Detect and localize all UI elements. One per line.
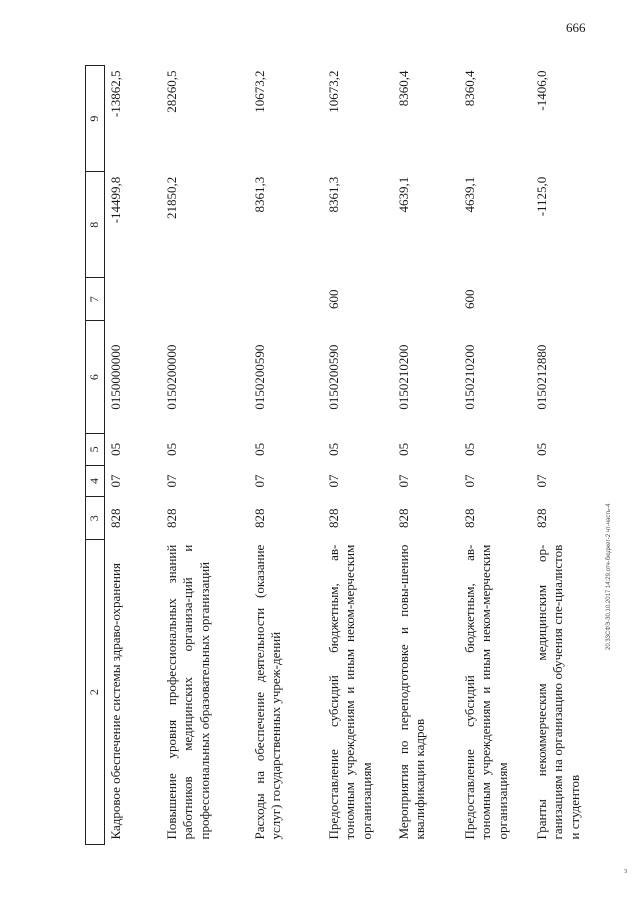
row-name: Повышение уровня профессиональных знаний работников медицинских организа-ций и профессиональных образовательных организаций	[163, 544, 213, 840]
row-code-3: 828	[163, 508, 179, 528]
row-value-9: 8360,4	[395, 70, 411, 107]
row-code-5: 05	[533, 442, 549, 456]
budget-table	[85, 65, 587, 845]
row-code-5: 05	[251, 442, 267, 456]
table-row	[531, 66, 588, 845]
col-number-6: 6	[86, 321, 105, 434]
row-code-4: 07	[108, 474, 123, 488]
row-value-8: 21850,2	[163, 176, 179, 219]
row-code-5: 05	[395, 442, 411, 456]
row-name: Предоставление субсидий бюджетным, ав-тономным учреждениям и иным неком-мерческим организациям	[461, 544, 511, 840]
row-code-7	[161, 278, 249, 321]
row-value-8: 8361,3	[251, 176, 267, 213]
row-value-9: 10673,2	[251, 70, 267, 113]
row-name: Мероприятия по переподготовке и повы-шению квалификации кадров	[395, 544, 428, 840]
row-code-7: 600	[461, 289, 477, 309]
row-code-6: 0150212880	[533, 344, 549, 410]
column-number-row	[86, 66, 105, 845]
table-row	[323, 66, 393, 845]
row-code-7	[531, 278, 588, 321]
row-code-3: 828	[533, 508, 549, 528]
col-number-3: 3	[86, 497, 105, 540]
row-code-4: 07	[395, 474, 411, 488]
row-name: Расходы на обеспечение деятельности (оказание услуг) государственных учреж-дений	[251, 544, 284, 840]
row-code-7	[249, 278, 323, 321]
row-code-7: 600	[325, 289, 341, 309]
row-value-8: -14499,8	[108, 176, 123, 224]
row-value-8: 4639,1	[395, 176, 411, 213]
row-code-4: 07	[533, 474, 549, 488]
table-row	[249, 66, 323, 845]
row-name: Предоставление субсидий бюджетным, ав-тономным учреждениям и иным неком-мерческим организациям	[325, 544, 375, 840]
row-code-4: 07	[325, 474, 341, 488]
table-row	[393, 66, 459, 845]
col-number-5: 5	[86, 434, 105, 466]
row-value-9: 10673,2	[325, 70, 341, 113]
rotated-table-container	[85, 65, 585, 845]
row-code-7	[393, 278, 459, 321]
row-value-8: -1125,0	[533, 176, 549, 217]
row-code-3: 828	[461, 508, 477, 528]
row-code-4: 07	[251, 474, 267, 488]
row-code-4: 07	[163, 474, 179, 488]
row-code-3: 828	[108, 508, 123, 528]
table-row	[105, 66, 161, 845]
row-code-3: 828	[325, 508, 341, 528]
row-value-9: 28260,5	[163, 70, 179, 113]
table-row	[161, 66, 249, 845]
row-value-9: 8360,4	[461, 70, 477, 107]
row-code-5: 05	[325, 442, 341, 456]
row-code-5: 05	[108, 442, 123, 456]
row-name: Гранты некоммерческим медицинским ор-ганизациям на организацию обучения спе-циалистов и студентов	[533, 544, 583, 840]
row-code-7	[105, 278, 161, 321]
row-code-5: 05	[461, 442, 477, 456]
side-mark: з	[624, 866, 628, 875]
col-number-2: 2	[86, 540, 105, 845]
row-code-6: 0150210200	[395, 344, 411, 410]
side-note: 20.33СФЭ-30.10.2017 14:29.отч-бюджет-2 чт-часть-4	[606, 503, 612, 650]
row-code-5: 05	[163, 442, 179, 456]
page-number: 666	[566, 20, 586, 35]
row-code-6: 0150200590	[251, 344, 267, 410]
row-value-8: 4639,1	[461, 176, 477, 213]
row-code-3: 828	[395, 508, 411, 528]
col-number-9: 9	[86, 66, 105, 172]
row-value-9: -1406,0	[533, 70, 549, 111]
col-number-7: 7	[86, 278, 105, 321]
col-number-8: 8	[86, 172, 105, 278]
row-value-9: -13862,5	[108, 70, 123, 118]
row-code-6: 0150210200	[461, 344, 477, 410]
row-name: Кадровое обеспечение системы здраво-охранения	[108, 563, 123, 840]
col-number-4: 4	[86, 465, 105, 497]
row-code-4: 07	[461, 474, 477, 488]
row-code-3: 828	[251, 508, 267, 528]
row-value-8: 8361,3	[325, 176, 341, 213]
table-row	[459, 66, 531, 845]
row-code-6: 0150200000	[163, 344, 179, 410]
row-code-6: 0150200590	[325, 344, 341, 410]
row-code-6: 0150000000	[108, 344, 123, 410]
